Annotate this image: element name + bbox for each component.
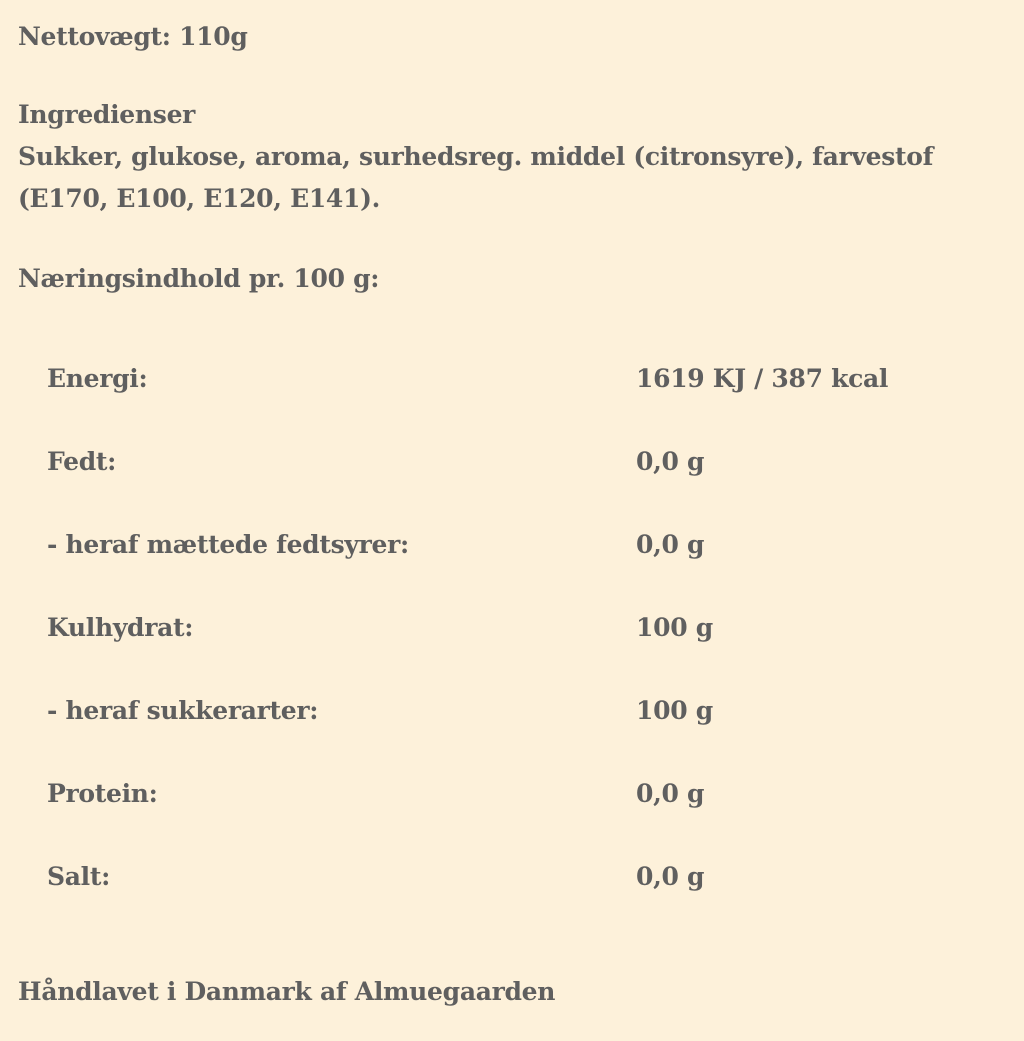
nutrition-label: Kulhydrat: <box>47 613 194 642</box>
footer-maker: Håndlavet i Danmark af Almuegaarden <box>18 977 556 1006</box>
nutrition-label: - heraf sukkerarter: <box>47 696 319 725</box>
nutrition-row-energy <box>47 358 947 441</box>
nutrition-row-sugars <box>47 690 947 773</box>
nutrition-table <box>47 358 947 939</box>
nutrition-label: Protein: <box>47 779 158 808</box>
nutrition-label: - heraf mættede fedtsyrer: <box>47 530 409 559</box>
nutrition-label: Fedt: <box>47 447 117 476</box>
nutrition-row-carbohydrate <box>47 607 947 690</box>
nutrition-value: 0,0 g <box>636 447 705 476</box>
nutrition-value: 100 g <box>636 613 713 642</box>
net-weight: Nettovægt: 110g <box>18 22 248 51</box>
nutrition-row-saturated-fat <box>47 524 947 607</box>
nutrition-value: 0,0 g <box>636 862 705 891</box>
nutrition-row-protein <box>47 773 947 856</box>
nutrition-row-fat <box>47 441 947 524</box>
ingredients-heading: Ingredienser <box>18 100 196 129</box>
nutrition-heading: Næringsindhold pr. 100 g: <box>18 264 380 293</box>
ingredients-text: Sukker, glukose, aroma, surhedsreg. middel (citronsyre), farvestof (E170, E100, E120, E141). <box>18 142 934 213</box>
nutrition-value: 100 g <box>636 696 713 725</box>
nutrition-label: Energi: <box>47 364 148 393</box>
nutrition-value: 0,0 g <box>636 530 705 559</box>
nutrition-label: Salt: <box>47 862 111 891</box>
nutrition-value: 0,0 g <box>636 779 705 808</box>
nutrition-row-salt <box>47 856 947 939</box>
nutrition-value: 1619 KJ / 387 kcal <box>636 364 889 393</box>
